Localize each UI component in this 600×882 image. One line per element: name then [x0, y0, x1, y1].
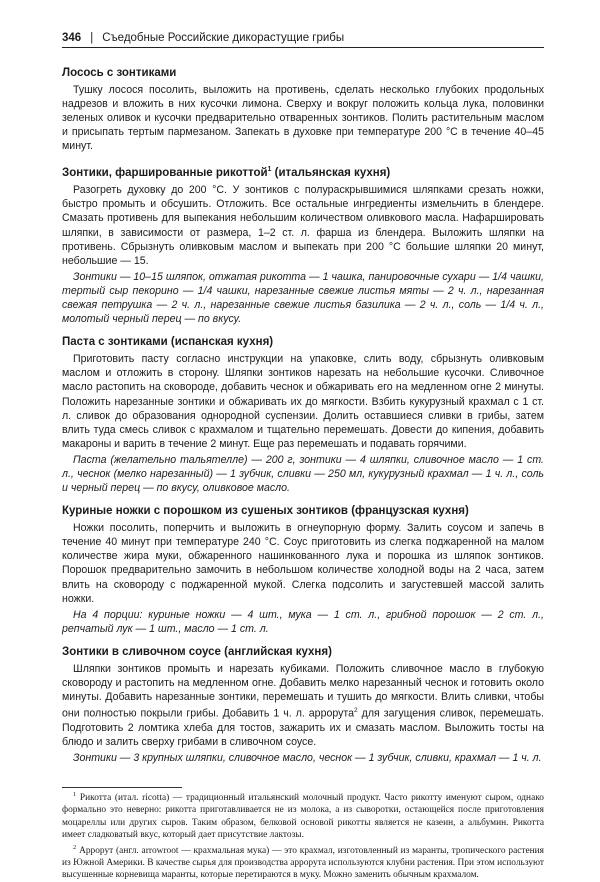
footnote: $^2$ Аррорут (англ. arrowroot — крахмальная мука) — это крахмал, изготовленный из маранты, тропического растения из Южной Америки. В качестве сырья для производства аррорута используются клубни растения. При этом используют высушенные корневища маранты, которые перетираются в муку. Можно заменить обычным крахмалом.	[62, 843, 544, 881]
page-number: 346	[62, 32, 82, 44]
recipe-instructions: Приготовить пасту согласно инструкции на упаковке, слить воду, сбрызнуть оливковым маслом и отложить в сторону. Шляпки зонтиков нарезать на небольшие кусочки. Сливочное масло растопить на сковороде, добавить чеснок и обжаривать его на медленном огне 2 минуты. Положить нарезанные зонтики и обжаривать их до мягкости. Взбить кукурузный крахмал с 1 ст. л. сливок до образования однородной суспензии. Долить оставшиеся сливки в грибы, затем влить туда смесь сливок с крахмалом и тщательно перемешать. Довести до кипения, добавить макароны и варить в течение 2 минут. Еще раз перемешать и подавать горячими.	[62, 353, 544, 450]
recipe-pasta	[62, 335, 544, 495]
footnote: $^1$ Рикотта (итал. ricotta) — традиционный итальянский молочный продукт. Часто рикотту именуют сыром, однако формально это неверно: рикотта приготавливается не из молока, а из сыворотки, остающейся после приготовления моцареллы или других сыров. Таким образом, белковой основой рикотты является не казеин, а альбумин. Рикотта имеет сладковатый вкус, который дает присутствие лактозы.	[62, 790, 544, 840]
recipe-creamy-parasols	[62, 645, 544, 765]
footnote-mark: 2	[73, 843, 77, 851]
recipe-salmon	[62, 66, 544, 153]
recipe-ingredients: Зонтики — 10–15 шляпок, отжатая рикотта — 1 чашка, панировочные сухари — 1/4 чашки, тертый сыр пекорино — 1/4 чашки, нарезанные свежие листья мяты — 2 ч. л., нарезанная свежая петрушка — 2 ч. л., нарезанные свежие листья базилика — 2 ч. л., соль — 1/4 ч. л., молотый черный перец — по вкусу.	[62, 270, 544, 326]
recipe-title: Лосось с зонтиками	[62, 67, 177, 79]
recipe-instructions: Тушку лосося посолить, выложить на противень, сделать несколько глубоких продольных надрезов и вложить в них кусочки лимона. Сверху и вокруг положить кольца лука, половинки зеленых оливок и кусочки предварительно отваренных зонтиков. Полить растительным маслом и присыпать тертым пармезаном. Запекать в духовке при температуре 200 °С в течение 40–45 минут.	[62, 84, 544, 153]
recipe-instructions: Шляпки зонтиков промыть и нарезать кубиками. Положить сливочное масло в глубокую сковороду и растопить на медленном огне. Добавить мелко нарезанный чеснок и готовить около минуты. Добавить нарезанные зонтики, перемешать и тушить до мягкости. Влить сливки, чтобы они полностью покрыли грибы. Добавить 1 ч. л. аррорута$^2$ для загущения сливок, перемешать. Подготовить 2 ломтика хлеба для тостов, зажарить их и смазать маслом. Выложить тосты на блюдо и залить сверху грибами в сливочном соусе.	[62, 662, 544, 748]
recipe-ingredients: Паста (желательно тальятелле) — 200 г, зонтики — 4 шляпки, сливочное масло — 1 ст. л., чеснок (мелко нарезанный) — 1 зубчик, сливки — 250 мл, кукурузный крахмал — 1 ч. л., соль и черный перец — по вкусу, оливковое масло.	[62, 453, 544, 495]
recipe-instructions: Ножки посолить, поперчить и выложить в огнеупорную форму. Залить соусом и запечь в течение 40 минут при температуре 240 °С. Соус приготовить из слегка поджаренной на малом количестве жира муки, обжаренного нашинкованного лука и порошка из шляпок зонтиков. Порошок предварительно замочить в небольшом количестве холодной воды на 2 часа, затем влить на сковороду с поджаренной мукой. Слегка подсолить и загустевшей массой залить ножки.	[62, 522, 544, 605]
recipe-chicken-legs	[62, 504, 544, 636]
footnote-ref[interactable]: 1	[267, 166, 272, 174]
recipe-title: Куриные ножки с порошком из сушеных зонтиков (французская кухня)	[62, 505, 469, 518]
footnote-mark: 1	[73, 790, 77, 798]
running-header	[62, 32, 544, 48]
footnote-ref[interactable]: 2	[354, 707, 358, 715]
recipe-ingredients: На 4 порции: куриные ножки — 4 шт., мука — 1 ст. л., грибной порошок — 2 ст. л., репчатый лук — 1 шт., масло — 1 ст. л.	[62, 608, 544, 635]
recipe-ingredients: Зонтики — 3 крупных шляпки, сливочное масло, чеснок — 1 зубчик, сливки, крахмал — 1 ч. л.	[73, 752, 542, 765]
header-separator: |	[90, 32, 94, 44]
recipe-stuffed-parasols	[62, 162, 544, 326]
book-title: Съедобные Российские дикорастущие грибы	[102, 32, 345, 44]
recipe-title: Зонтики, фаршированные рикоттой$^1$ (итальянская кухня)	[62, 166, 391, 180]
book-page	[62, 32, 544, 882]
recipe-title: Паста с зонтиками (испанская кухня)	[62, 336, 274, 349]
recipe-title: Зонтики в сливочном соусе (английская кухня)	[62, 645, 332, 658]
footnote-divider	[62, 787, 182, 788]
recipe-instructions: Разогреть духовку до 200 °С. У зонтиков с полураскрывшимися шляпками срезать ножки, быстро промыть и обсушить. Отложить. Все остальные ингредиенты измельчить в блендере. Смазать противень для выпекания небольшим количеством оливкового масла. Нафаршировать шляпки, в зависимости от размера, 1–2 ст. л. фарша из блендера. Выложить шляпки на противень. Сбрызнуть оливковым маслом и выпекать при 200 °С большие шляпки 20 минут, небольшие — 15.	[62, 184, 544, 267]
